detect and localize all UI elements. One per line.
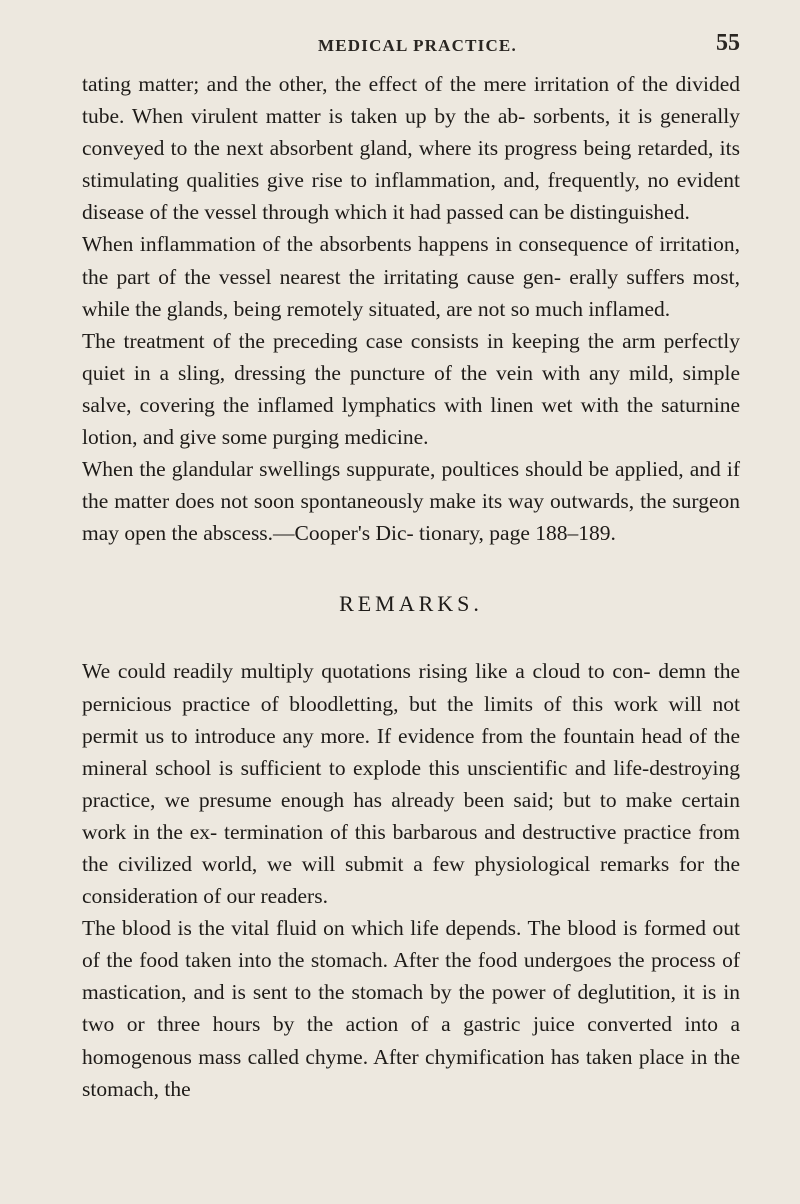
paragraph-inflammation: When inflammation of the absorbents happens in consequence of irritation, the part of the vessel nearest the irritating cause gen- erally suffers most, while the glands, being remotely situated, are not so much inflamed. — [82, 232, 740, 321]
paragraph-blood: The blood is the vital fluid on which life depends. The blood is formed out of the food taken into the stomach. After the food undergoes the process of mastication, and is sent to the stomach by the power of deglutition, it is in two or three hours by the action of a gastric juice converted into a homogenous mass called chyme. After chymification has taken place in the stomach, the — [82, 916, 740, 1101]
section-heading-remarks: REMARKS. — [339, 591, 483, 617]
body-text — [82, 68, 740, 1105]
paragraph-suppuration: When the glandular swellings suppurate, poultices should be applied, and if the matter does not soon spontaneously make its way outwards, the surgeon may open the abscess.—Cooper's Dic- tionary, page 188–189. — [82, 457, 740, 546]
page-number: 55 — [716, 30, 740, 56]
paragraph-treatment: The treatment of the preceding case consists in keeping the arm perfectly quiet in a sling, dressing the puncture of the vein with any mild, simple salve, covering the inflamed lymphatics with linen wet with the saturnine lotion, and give some purging medicine. — [82, 328, 740, 450]
paragraph-absorbents: tating matter; and the other, the effect of the mere irritation of the divided tube. When virulent matter is taken up by the ab- sorbents, it is generally conveyed to the next absorbent gland, where its progress being retarded, its stimulating qualities give rise to inflammation, and, frequently, no evident disease of the vessel through which it had passed can be distinguished. — [82, 72, 740, 225]
running-head — [80, 32, 740, 62]
running-title: MEDICAL PRACTICE. — [318, 36, 517, 55]
paragraph-remarks-intro: We could readily multiply quotations rising like a cloud to con- demn the pernicious practice of bloodletting, but the limits of this work will not permit us to introduce any more. If evidence from the fountain head of the mineral school is sufficient to explode this unscientific and life-destroying practice, we presume enough has already been said; but to make certain work in the ex- termination of this barbarous and destructive practice from the civilized world, we will submit a few physiological remarks for the consideration of our readers. — [82, 659, 740, 909]
